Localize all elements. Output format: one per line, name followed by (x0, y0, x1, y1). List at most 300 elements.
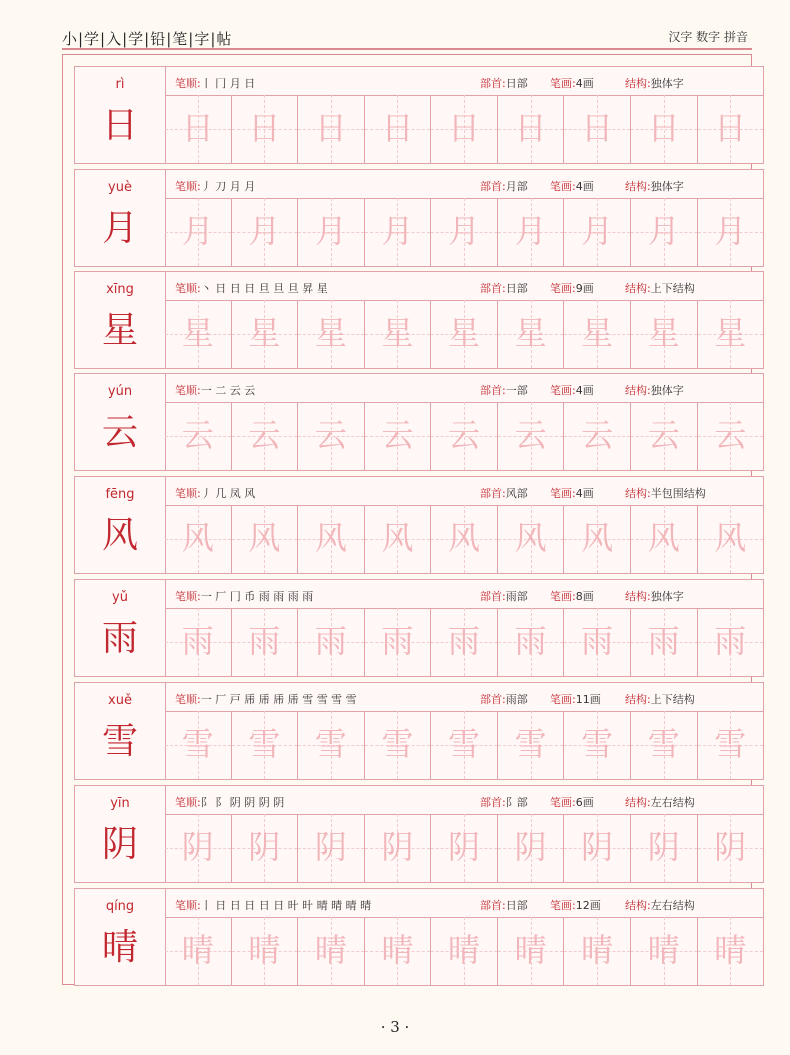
tracing-cell (431, 711, 498, 779)
stroke-order-label: 笔顺: (175, 590, 201, 603)
stroke-count-label: 笔画: (550, 384, 576, 397)
stroke-order-field (175, 485, 255, 501)
model-character: 晴 (101, 927, 138, 968)
tracing-grid (165, 198, 763, 266)
stroke-count-field (550, 897, 601, 913)
tracing-cell (498, 95, 565, 163)
tracing-character: 月 (381, 212, 414, 250)
structure-label: 结构: (625, 77, 651, 90)
tracing-cell (365, 917, 432, 985)
tracing-grid (165, 95, 763, 163)
tracing-character: 星 (514, 314, 547, 352)
tracing-cell (698, 505, 764, 573)
model-character-box (75, 374, 166, 470)
stroke-order-value: 丨 冂 月 日 (200, 77, 256, 90)
character-info (165, 272, 763, 301)
tracing-cell (564, 300, 631, 368)
tracing-character: 阴 (448, 828, 481, 866)
tracing-cell (232, 505, 299, 573)
tracing-character: 晴 (448, 931, 481, 969)
stroke-count-label: 笔画: (550, 487, 576, 500)
tracing-cell (631, 608, 698, 676)
tracing-cell (431, 198, 498, 266)
tracing-character: 星 (581, 314, 614, 352)
tracing-character: 雪 (514, 725, 547, 763)
structure-field (625, 897, 695, 913)
radical-label: 部首: (480, 899, 506, 912)
stroke-order-value: 一 厂 戸 乕 乕 乕 乕 雪 雪 雪 雪 (200, 693, 357, 706)
tracing-character: 风 (248, 519, 281, 557)
stroke-count-field (550, 382, 594, 398)
radical-field (480, 588, 528, 604)
stroke-order-label: 笔顺: (175, 796, 201, 809)
stroke-order-field (175, 794, 284, 810)
tracing-character: 晴 (647, 931, 680, 969)
tracing-character: 晴 (581, 931, 614, 969)
tracing-cell (165, 608, 232, 676)
model-character: 星 (101, 310, 138, 351)
stroke-order-label: 笔顺: (175, 282, 201, 295)
pinyin: yuè (108, 180, 132, 195)
structure-value: 独体字 (650, 180, 684, 193)
tracing-character: 云 (181, 416, 214, 454)
tracing-character: 日 (581, 109, 614, 147)
tracing-character: 晴 (181, 931, 214, 969)
practice-row (74, 785, 764, 883)
tracing-character: 风 (314, 519, 347, 557)
character-info (165, 683, 763, 712)
structure-value: 独体字 (650, 77, 684, 90)
stroke-count-value: 8画 (575, 590, 594, 603)
tracing-cell (698, 814, 764, 882)
structure-value: 半包围结构 (650, 487, 706, 500)
tracing-grid (165, 505, 763, 573)
tracing-character: 晴 (514, 931, 547, 969)
tracing-character: 雨 (181, 622, 214, 660)
tracing-cell (498, 917, 565, 985)
tracing-cell (232, 814, 299, 882)
tracing-character: 阴 (647, 828, 680, 866)
radical-field (480, 794, 528, 810)
tracing-cell (698, 711, 764, 779)
tracing-character: 云 (448, 416, 481, 454)
tracing-character: 晴 (248, 931, 281, 969)
pinyin: fēng (105, 487, 135, 502)
tracing-cell (498, 814, 565, 882)
tracing-cell (698, 917, 764, 985)
tracing-cell (698, 198, 764, 266)
tracing-character: 月 (514, 212, 547, 250)
tracing-character: 日 (647, 109, 680, 147)
tracing-cell (232, 402, 299, 470)
tracing-character: 阴 (381, 828, 414, 866)
model-character: 雨 (101, 618, 138, 659)
tracing-cell (365, 198, 432, 266)
stroke-order-value: 丿 刀 月 月 (200, 180, 256, 193)
radical-label: 部首: (480, 590, 506, 603)
tracing-character: 月 (181, 212, 214, 250)
book-title: 小|学|入|学|铅|笔|字|帖 (62, 30, 233, 48)
radical-label: 部首: (480, 180, 506, 193)
tracing-character: 阴 (581, 828, 614, 866)
tracing-grid (165, 917, 763, 985)
stroke-count-field (550, 691, 601, 707)
tracing-cell (564, 917, 631, 985)
stroke-count-value: 4画 (575, 384, 594, 397)
model-character: 月 (101, 208, 138, 249)
stroke-count-field (550, 178, 594, 194)
tracing-grid (165, 402, 763, 470)
header-divider (62, 48, 752, 50)
radical-value: 日部 (505, 282, 528, 295)
tracing-cell (165, 505, 232, 573)
structure-field (625, 485, 706, 501)
tracing-character: 星 (448, 314, 481, 352)
stroke-count-value: 4画 (575, 77, 594, 90)
stroke-order-field (175, 75, 255, 91)
character-info (165, 580, 763, 609)
tracing-cell (564, 198, 631, 266)
tracing-cell (365, 402, 432, 470)
structure-value: 独体字 (650, 384, 684, 397)
stroke-count-value: 4画 (575, 180, 594, 193)
tracing-cell (165, 95, 232, 163)
tracing-cell (165, 402, 232, 470)
radical-value: 日部 (505, 77, 528, 90)
tracing-character: 雪 (714, 725, 747, 763)
stroke-order-label: 笔顺: (175, 487, 201, 500)
character-info (165, 477, 763, 506)
stroke-order-field (175, 691, 357, 707)
tracing-cell (431, 917, 498, 985)
practice-row (74, 888, 764, 986)
tracing-grid (165, 608, 763, 676)
radical-field (480, 178, 528, 194)
tracing-character: 日 (314, 109, 347, 147)
tracing-character: 雨 (647, 622, 680, 660)
tracing-character: 云 (647, 416, 680, 454)
tracing-character: 雨 (581, 622, 614, 660)
tracing-cell (365, 505, 432, 573)
stroke-order-value: 丿 几 凤 风 (200, 487, 256, 500)
tracing-cell (365, 95, 432, 163)
radical-field (480, 485, 528, 501)
page-number: · 3 · (380, 1018, 410, 1036)
stroke-order-value: 丶 日 日 日 旦 旦 旦 昇 星 (200, 282, 328, 295)
stroke-order-value: 丨 日 日 日 日 日 旪 旪 晴 晴 晴 晴 (200, 899, 372, 912)
structure-field (625, 588, 684, 604)
tracing-character: 雪 (448, 725, 481, 763)
tracing-cell (298, 917, 365, 985)
practice-row (74, 682, 764, 780)
tracing-cell (631, 505, 698, 573)
structure-field (625, 382, 684, 398)
tracing-character: 风 (448, 519, 481, 557)
model-character: 日 (101, 105, 138, 146)
stroke-count-value: 6画 (575, 796, 594, 809)
structure-label: 结构: (625, 282, 651, 295)
tracing-character: 风 (647, 519, 680, 557)
tracing-character: 雪 (581, 725, 614, 763)
pinyin: qíng (105, 899, 135, 914)
tracing-character: 雨 (248, 622, 281, 660)
radical-label: 部首: (480, 77, 506, 90)
tracing-character: 日 (381, 109, 414, 147)
tracing-cell (365, 608, 432, 676)
tracing-cell (631, 917, 698, 985)
tracing-character: 云 (248, 416, 281, 454)
radical-field (480, 280, 528, 296)
practice-row (74, 579, 764, 677)
model-character-box (75, 272, 166, 368)
tracing-cell (431, 300, 498, 368)
structure-label: 结构: (625, 180, 651, 193)
tracing-character: 阴 (514, 828, 547, 866)
tracing-cell (365, 814, 432, 882)
tracing-character: 月 (714, 212, 747, 250)
tracing-character: 星 (181, 314, 214, 352)
tracing-cell (564, 402, 631, 470)
tracing-cell (431, 402, 498, 470)
model-character: 云 (101, 412, 138, 453)
radical-label: 部首: (480, 796, 506, 809)
radical-field (480, 897, 528, 913)
pinyin: xīng (106, 282, 134, 297)
tracing-character: 星 (314, 314, 347, 352)
tracing-character: 月 (248, 212, 281, 250)
radical-label: 部首: (480, 282, 506, 295)
pinyin: yīn (110, 796, 130, 811)
structure-value: 左右结构 (650, 796, 695, 809)
tracing-character: 日 (248, 109, 281, 147)
model-character-box (75, 683, 166, 779)
tracing-character: 星 (381, 314, 414, 352)
stroke-count-label: 笔画: (550, 796, 576, 809)
stroke-count-field (550, 794, 594, 810)
tracing-character: 风 (514, 519, 547, 557)
tracing-character: 阴 (714, 828, 747, 866)
tracing-character: 云 (714, 416, 747, 454)
tracing-character: 云 (381, 416, 414, 454)
practice-row (74, 476, 764, 574)
structure-field (625, 178, 684, 194)
character-info (165, 374, 763, 403)
structure-label: 结构: (625, 899, 651, 912)
tracing-cell (564, 505, 631, 573)
stroke-count-value: 9画 (575, 282, 594, 295)
stroke-count-value: 12画 (575, 899, 601, 912)
tracing-cell (165, 711, 232, 779)
tracing-cell (232, 95, 299, 163)
tracing-character: 晴 (381, 931, 414, 969)
tracing-character: 雪 (248, 725, 281, 763)
tracing-character: 风 (714, 519, 747, 557)
tracing-cell (631, 402, 698, 470)
stroke-count-field (550, 485, 594, 501)
structure-label: 结构: (625, 590, 651, 603)
radical-value: 风部 (505, 487, 528, 500)
practice-row (74, 66, 764, 164)
tracing-cell (631, 198, 698, 266)
character-info (165, 786, 763, 815)
model-character-box (75, 477, 166, 573)
stroke-order-label: 笔顺: (175, 899, 201, 912)
tracing-cell (298, 402, 365, 470)
tracing-character: 阴 (181, 828, 214, 866)
tracing-character: 日 (448, 109, 481, 147)
tracing-cell (498, 402, 565, 470)
tracing-cell (232, 198, 299, 266)
tracing-character: 雪 (314, 725, 347, 763)
tracing-cell (631, 814, 698, 882)
stroke-order-field (175, 382, 255, 398)
tracing-cell (698, 95, 764, 163)
radical-value: 月部 (505, 180, 528, 193)
tracing-cell (698, 608, 764, 676)
structure-field (625, 794, 695, 810)
radical-value: 雨部 (505, 590, 528, 603)
radical-field (480, 382, 528, 398)
model-character-box (75, 580, 166, 676)
tracing-cell (165, 814, 232, 882)
tracing-character: 晴 (314, 931, 347, 969)
section-subtitle: 汉字 数字 拼音 (668, 30, 748, 44)
stroke-count-value: 11画 (575, 693, 601, 706)
tracing-character: 日 (181, 109, 214, 147)
structure-value: 上下结构 (650, 282, 695, 295)
tracing-character: 星 (714, 314, 747, 352)
structure-field (625, 280, 695, 296)
structure-field (625, 75, 684, 91)
stroke-order-field (175, 280, 328, 296)
tracing-cell (431, 814, 498, 882)
model-character-box (75, 786, 166, 882)
stroke-order-value: 阝 阝 阴 阴 阴 阴 (200, 796, 285, 809)
tracing-cell (564, 608, 631, 676)
tracing-cell (298, 711, 365, 779)
stroke-order-label: 笔顺: (175, 180, 201, 193)
character-info (165, 67, 763, 96)
model-character: 风 (101, 515, 138, 556)
stroke-order-field (175, 588, 313, 604)
radical-label: 部首: (480, 487, 506, 500)
tracing-character: 日 (514, 109, 547, 147)
practice-row (74, 271, 764, 369)
stroke-count-label: 笔画: (550, 899, 576, 912)
tracing-character: 雨 (714, 622, 747, 660)
tracing-grid (165, 814, 763, 882)
tracing-cell (298, 505, 365, 573)
tracing-cell (165, 198, 232, 266)
tracing-cell (431, 608, 498, 676)
tracing-character: 风 (181, 519, 214, 557)
stroke-count-field (550, 588, 594, 604)
tracing-cell (232, 711, 299, 779)
tracing-cell (298, 300, 365, 368)
tracing-character: 雨 (514, 622, 547, 660)
tracing-cell (564, 711, 631, 779)
character-info (165, 170, 763, 199)
pinyin: xuě (108, 693, 132, 708)
model-character: 阴 (101, 824, 138, 865)
tracing-cell (431, 95, 498, 163)
stroke-order-field (175, 897, 371, 913)
tracing-grid (165, 300, 763, 368)
tracing-character: 星 (248, 314, 281, 352)
tracing-cell (631, 95, 698, 163)
structure-field (625, 691, 695, 707)
tracing-character: 云 (581, 416, 614, 454)
model-character-box (75, 67, 166, 163)
stroke-count-field (550, 280, 594, 296)
tracing-cell (498, 608, 565, 676)
radical-label: 部首: (480, 693, 506, 706)
tracing-character: 月 (314, 212, 347, 250)
pinyin: yún (107, 384, 133, 399)
model-character: 雪 (101, 721, 138, 762)
tracing-cell (631, 711, 698, 779)
stroke-count-label: 笔画: (550, 590, 576, 603)
practice-row (74, 169, 764, 267)
tracing-cell (431, 505, 498, 573)
tracing-character: 晴 (714, 931, 747, 969)
tracing-cell (232, 300, 299, 368)
tracing-cell (165, 917, 232, 985)
stroke-order-label: 笔顺: (175, 693, 201, 706)
character-info (165, 889, 763, 918)
practice-row (74, 373, 764, 471)
tracing-character: 云 (514, 416, 547, 454)
tracing-cell (165, 300, 232, 368)
structure-label: 结构: (625, 384, 651, 397)
tracing-character: 月 (647, 212, 680, 250)
tracing-cell (631, 300, 698, 368)
radical-value: 日部 (505, 899, 528, 912)
stroke-count-label: 笔画: (550, 693, 576, 706)
stroke-count-value: 4画 (575, 487, 594, 500)
tracing-cell (298, 95, 365, 163)
tracing-character: 日 (714, 109, 747, 147)
stroke-order-field (175, 178, 255, 194)
pinyin: rì (115, 77, 125, 92)
pinyin: yǔ (112, 590, 128, 605)
model-character-box (75, 889, 166, 985)
radical-label: 部首: (480, 384, 506, 397)
tracing-character: 阴 (248, 828, 281, 866)
radical-value: 一部 (505, 384, 528, 397)
structure-label: 结构: (625, 796, 651, 809)
stroke-order-value: 一 二 云 云 (200, 384, 256, 397)
radical-value: 雨部 (505, 693, 528, 706)
tracing-cell (498, 300, 565, 368)
model-character-box (75, 170, 166, 266)
tracing-character: 风 (581, 519, 614, 557)
tracing-character: 雨 (381, 622, 414, 660)
tracing-character: 雪 (181, 725, 214, 763)
tracing-cell (298, 814, 365, 882)
structure-label: 结构: (625, 693, 651, 706)
tracing-cell (365, 300, 432, 368)
tracing-cell (698, 402, 764, 470)
tracing-cell (698, 300, 764, 368)
tracing-character: 雪 (647, 725, 680, 763)
tracing-character: 星 (647, 314, 680, 352)
tracing-grid (165, 711, 763, 779)
radical-field (480, 691, 528, 707)
radical-value: 阝部 (505, 796, 528, 809)
stroke-count-field (550, 75, 594, 91)
tracing-character: 雪 (381, 725, 414, 763)
